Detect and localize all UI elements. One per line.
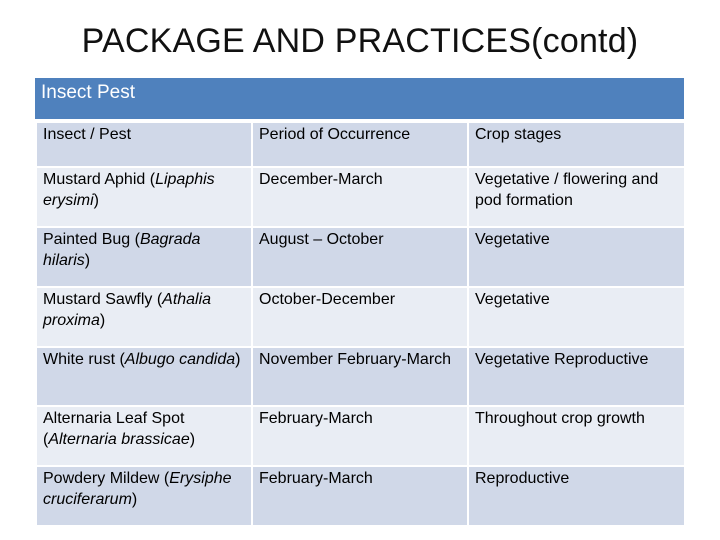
table-row [36,347,685,406]
scientific-name: Erysiphe cruciferarum [43,470,232,508]
table-row [36,287,685,347]
period-cell: December-March [252,167,468,227]
pest-name-cell: Alternaria Leaf Spot (Alternaria brassicae) [36,406,252,466]
pest-table-grid [35,121,686,527]
table-row [36,466,685,526]
stage-cell: Vegetative Reproductive [468,347,685,406]
stage-cell: Vegetative [468,227,685,287]
scientific-name: Athalia proxima [43,291,212,329]
column-header-stages: Crop stages [468,122,685,167]
scientific-name: Alternaria brassicae [48,431,190,448]
pest-name-cell: Mustard Sawfly (Athalia proxima) [36,287,252,347]
stage-cell: Throughout crop growth [468,406,685,466]
column-header-row [36,122,685,167]
period-cell: November February-March [252,347,468,406]
scientific-name: Lipaphis erysimi [43,171,215,209]
period-cell: February-March [252,466,468,526]
column-header-pest: Insect / Pest [36,122,252,167]
scientific-name: Bagrada hilaris [43,231,201,269]
stage-cell: Vegetative [468,287,685,347]
pest-name-cell: White rust (Albugo candida) [36,347,252,406]
scientific-name: Albugo candida [124,351,236,368]
period-cell: October-December [252,287,468,347]
pest-table [35,78,684,527]
pest-name-cell: Powdery Mildew (Erysiphe cruciferarum) [36,466,252,526]
table-header-band: Insect Pest [35,78,684,121]
column-header-period: Period of Occurrence [252,122,468,167]
period-cell: August – October [252,227,468,287]
pest-name-cell: Painted Bug (Bagrada hilaris) [36,227,252,287]
table-row [36,167,685,227]
table-row [36,227,685,287]
pest-name-cell: Mustard Aphid (Lipaphis erysimi) [36,167,252,227]
stage-cell: Reproductive [468,466,685,526]
stage-cell: Vegetative / flowering and pod formation [468,167,685,227]
table-row [36,406,685,466]
page-title: PACKAGE AND PRACTICES(contd) [81,22,639,60]
period-cell: February-March [252,406,468,466]
